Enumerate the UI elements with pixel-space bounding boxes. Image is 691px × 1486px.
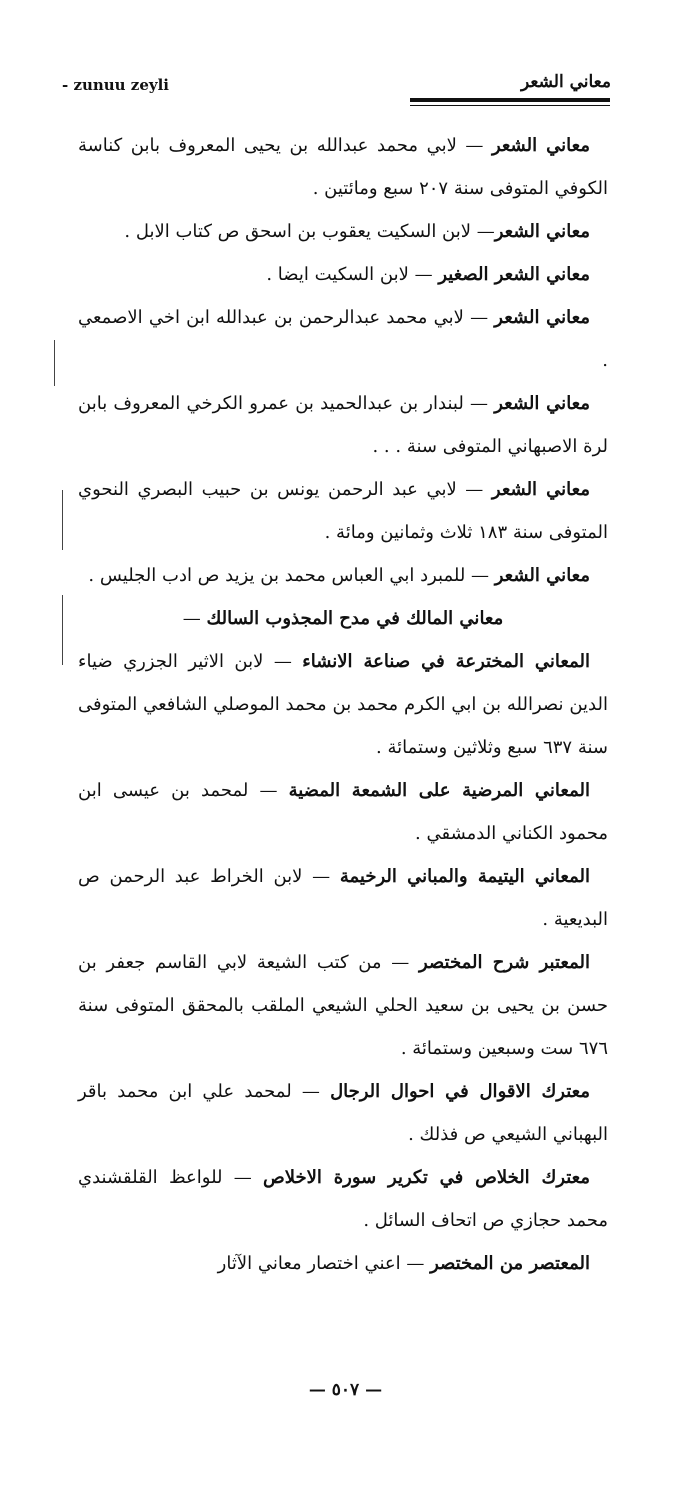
- entry: [78, 124, 608, 210]
- entry: [78, 554, 608, 597]
- entry-text: — لبندار بن عبدالحميد بن عمرو الكرخي المعروف بابن لرة الاصبهاني المتوفى سنة . . .: [78, 393, 608, 457]
- entry: [78, 855, 608, 941]
- header-rule-thick: [410, 98, 610, 102]
- entry: [78, 296, 608, 382]
- margin-mark: [62, 490, 63, 550]
- entry-text: — لمحمد بن عيسى ابن محمود الكناني الدمشقي .: [78, 780, 608, 844]
- entry: [78, 210, 608, 253]
- entry-title: معاني الشعر: [494, 307, 590, 328]
- entries-body: [78, 124, 608, 1285]
- entry-title: المعاني المرضية على الشمعة المضية: [288, 780, 590, 801]
- running-header-left: - zunuu zeyli: [62, 76, 169, 94]
- entry: [78, 253, 608, 296]
- page-number: — ٥٠٧ —: [308, 1380, 383, 1400]
- entry: [78, 597, 608, 640]
- entry-text: — لابي عبد الرحمن يونس بن حبيب البصري النحوي المتوفى سنة ١٨٣ ثلاث وثمانين ومائة .: [78, 479, 608, 543]
- entry-text: — لابن الخراط عبد الرحمن ص البديعية .: [78, 866, 608, 930]
- entry-title: معترك الخلاص في تكرير سورة الاخلاص: [263, 1167, 591, 1188]
- running-header-title: معاني الشعر: [521, 72, 611, 92]
- entry: [78, 1242, 608, 1285]
- entry-title: المعتبر شرح المختصر: [419, 952, 590, 973]
- entry-title: معاني الشعر: [494, 221, 590, 242]
- entry-text: — لابن السكيت ايضا .: [266, 264, 439, 285]
- entry: [78, 1156, 608, 1242]
- entry-title: معاني الشعر: [494, 393, 590, 414]
- entry-text: — لمحمد علي ابن محمد باقر البهباني الشيعي ص فذلك .: [78, 1081, 608, 1145]
- entry-text: — لابي محمد عبدالرحمن بن عبدالله ابن اخي الاصمعي .: [78, 307, 608, 371]
- entry-text: —: [182, 608, 207, 629]
- margin-mark: [62, 595, 63, 665]
- entry-text: — لابي محمد عبدالله بن يحيى المعروف بابن كناسة الكوفي المتوفى سنة ٢٠٧ سبع ومائتين .: [78, 135, 608, 199]
- entry-title: المعتصر من المختصر: [430, 1253, 590, 1274]
- entry-title: معاني الشعر: [494, 565, 590, 586]
- margin-mark: [54, 340, 55, 386]
- entry-text: — اعني اختصار معاني الآثار: [217, 1253, 431, 1274]
- entry-text: — لابن الاثير الجزري ضياء الدين نصرالله بن ابي الكرم محمد بن محمد الموصلي الشافعي المتوفى سنة ٦٣٧ سبع وثلاثين وستمائة .: [78, 651, 608, 758]
- entry-text: — للواعظ القلقشندي محمد حجازي ص اتحاف السائل .: [78, 1167, 608, 1231]
- entry: [78, 468, 608, 554]
- entry-title: معاني الشعر: [491, 135, 590, 156]
- entry-title: معاني المالك في مدح المجذوب السالك: [206, 608, 504, 629]
- entry-title: المعاني اليتيمة والمباني الرخيمة: [339, 866, 590, 887]
- header-rule-thin: [410, 105, 610, 106]
- entry-title: معاني الشعر الصغير: [438, 264, 590, 285]
- entry-text: — لابن السكيت يعقوب بن اسحق ص كتاب الابل .: [124, 221, 495, 242]
- entry: [78, 769, 608, 855]
- entry-title: معترك الاقوال في احوال الرجال: [330, 1081, 590, 1102]
- entry-title: المعاني المخترعة في صناعة الانشاء: [302, 651, 590, 672]
- entry: [78, 941, 608, 1070]
- entry-title: معاني الشعر: [491, 479, 590, 500]
- entry: [78, 640, 608, 769]
- entry-text: — للمبرد ابي العباس محمد بن يزيد ص ادب الجليس .: [88, 565, 495, 586]
- entry: [78, 1070, 608, 1156]
- entry: [78, 382, 608, 468]
- entry-text: — من كتب الشيعة لابي القاسم جعفر بن حسن بن يحيى بن سعيد الحلي الشيعي الملقب بالمحقق المتوفى سنة ٦٧٦ ست وسبعين وستمائة .: [78, 952, 609, 1059]
